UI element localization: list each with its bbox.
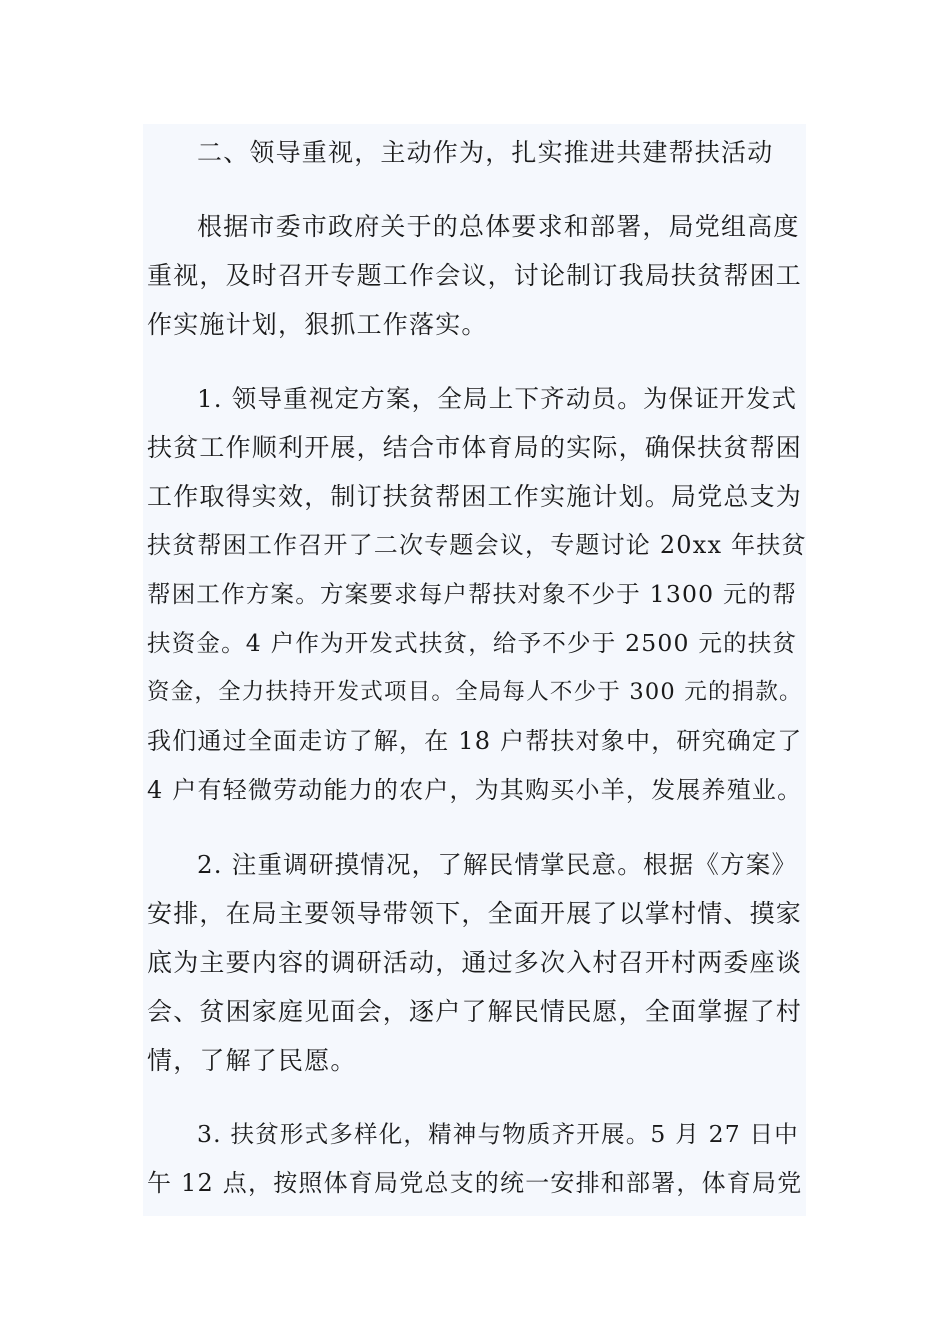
paragraph-line: 资金，全力扶持开发式项目。全局每人不少于 300 元的捐款。 bbox=[147, 679, 803, 705]
paragraph-line: 底为主要内容的调研活动，通过多次入村召开村两委座谈 bbox=[147, 948, 803, 977]
paragraph-3 bbox=[147, 840, 807, 1085]
paragraph-line: 作实施计划，狠抓工作落实。 bbox=[147, 310, 488, 339]
paragraph-line: 根据市委市政府关于的总体要求和部署，局党组高度 bbox=[197, 212, 800, 241]
paragraph-line: 重视，及时召开专题工作会议，讨论制订我局扶贫帮困工 bbox=[147, 261, 803, 290]
paragraph-line: 4 户有轻微劳动能力的农户，为其购买小羊，发展养殖业。 bbox=[147, 776, 803, 804]
paragraph-2 bbox=[147, 374, 807, 815]
paragraph-line: 帮困工作方案。方案要求每户帮扶对象不少于 1300 元的帮 bbox=[147, 580, 798, 608]
paragraph-1 bbox=[147, 202, 807, 349]
paragraph-line: 1. 领导重视定方案，全局上下齐动员。为保证开发式 bbox=[197, 384, 798, 413]
paragraph-line: 情，了解了民愿。 bbox=[147, 1046, 357, 1075]
paragraph-4 bbox=[147, 1110, 807, 1208]
paragraph-line: 会、贫困家庭见面会，逐户了解民情民愿，全面掌握了村 bbox=[147, 997, 803, 1026]
paragraph-line: 工作取得实效，制订扶贫帮困工作实施计划。局党总支为 bbox=[147, 482, 803, 511]
paragraph-line: 3. 扶贫形式多样化，精神与物质齐开展。5 月 27 日中 bbox=[197, 1120, 799, 1148]
paragraph-line: 扶贫工作顺利开展，结合市体育局的实际，确保扶贫帮困 bbox=[147, 433, 803, 462]
section-heading: 二、领导重视，主动作为，扎实推进共建帮扶活动 bbox=[197, 138, 774, 167]
paragraph-line: 扶贫帮困工作召开了二次专题会议，专题讨论 20xx 年扶贫 bbox=[147, 531, 807, 559]
paragraph-line: 我们通过全面走访了解，在 18 户帮扶对象中，研究确定了 bbox=[147, 727, 803, 755]
paragraph-line: 安排，在局主要领导带领下，全面开展了以掌村情、摸家 bbox=[147, 899, 803, 928]
paragraph-line: 2. 注重调研摸情况，了解民情掌民意。根据《方案》 bbox=[197, 850, 798, 879]
paragraph-line: 扶资金。4 户作为开发式扶贫，给予不少于 2500 元的扶贫 bbox=[147, 629, 798, 657]
document-body bbox=[147, 124, 807, 1208]
paragraph-line: 午 12 点，按照体育局党总支的统一安排和部署，体育局党 bbox=[147, 1169, 803, 1197]
